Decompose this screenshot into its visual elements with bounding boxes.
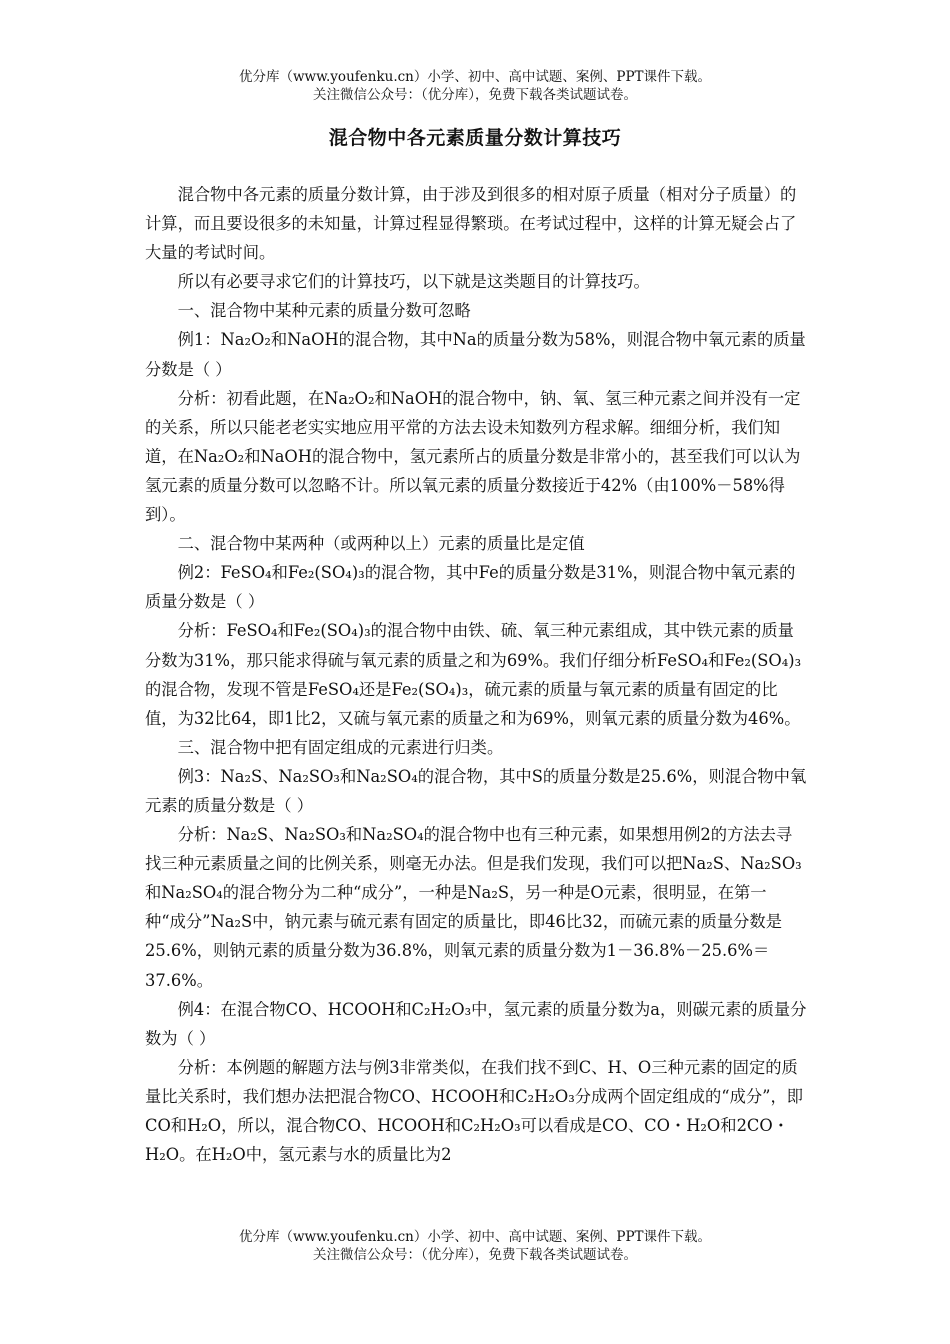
analysis-1: 分析：初看此题，在Na₂O₂和NaOH的混合物中，钠、氧、氢三种元素之间并没有一定的关系，所以只能老老实实地应用平常的方法去设未知数列方程求解。细细分析，我们知道，在Na₂O₂和NaOH的混合物中，氢元素所占的质量分数是非常小的，甚至我们可以认为氢元素的质量分数可以忽略不计。所以氧元素的质量分数接近于42%（由100%－58%得到）。 [145, 388, 801, 525]
document-title: 混合物中各元素质量分数计算技巧 [328, 127, 622, 149]
example-4: 例4：在混合物CO、HCOOH和C₂H₂O₃中，氢元素的质量分数为a，则碳元素的质量分数为（ ） [145, 999, 807, 1048]
analysis-4: 分析：本例题的解题方法与例3非常类似，在我们找不到C、H、O三种元素的固定的质量比关系时，我们想办法把混合物CO、HCOOH和C₂H₂O₃分成两个固定组成的“成分”，即CO和H₂O，所以，混合物CO、HCOOH和C₂H₂O₃可以看成是CO、CO・H₂O和2CO・H₂O。在H₂O中，氢元素与水的质量比为2 [145, 1057, 804, 1165]
footer-line-2: 关注微信公众号：（优分库），免费下载各类试题试卷。 [313, 1247, 637, 1263]
paragraph-intro-2: 所以有必要寻求它们的计算技巧，以下就是这类题目的计算技巧。 [177, 272, 650, 292]
header-line-2: 关注微信公众号：（优分库），免费下载各类试题试卷。 [313, 87, 637, 103]
footer-line-1: 优分库（www.youfenku.cn）小学、初中、高中试题、案例、PPT课件下载。 [238, 1229, 712, 1245]
example-3: 例3：Na₂S、Na₂SO₃和Na₂SO₄的混合物，其中S的质量分数是25.6%，则混合物中氧元素的质量分数是（ ） [145, 766, 807, 815]
section-heading-2: 二、混合物中某两种（或两种以上）元素的质量比是定值 [177, 534, 585, 554]
page-header [0, 68, 950, 104]
document-body [145, 180, 807, 1169]
paragraph-intro: 混合物中各元素的质量分数计算，由于涉及到很多的相对原子质量（相对分子质量）的计算，而且要设很多的未知量，计算过程显得繁琐。在考试过程中，这样的计算无疑会占了大量的考试时间。 [145, 185, 797, 263]
page-footer [0, 1228, 950, 1264]
analysis-2: 分析：FeSO₄和Fe₂(SO₄)₃的混合物中由铁、硫、氧三种元素组成，其中铁元素的质量分数为31%，那只能求得硫与氧元素的质量之和为69%。我们仔细分析FeSO₄和Fe₂(SO₄)₃的混合物，发现不管是FeSO₄还是Fe₂(SO₄)₃，硫元素的质量与氧元素的质量有固定的比值，为32比64，即1比2，又硫与氧元素的质量之和为69%，则氧元素的质量分数为46%。 [145, 621, 802, 728]
analysis-3: 分析：Na₂S、Na₂SO₃和Na₂SO₄的混合物中也有三种元素，如果想用例2的方法去寻找三种元素质量之间的比例关系，则毫无办法。但是我们发现，我们可以把Na₂S、Na₂SO₃和Na₂SO₄的混合物分为二种“成分”，一种是Na₂S，另一种是O元素，很明显，在第一种“成分”Na₂S中，钠元素与硫元素有固定的质量比，即46比32，而硫元素的质量分数是25.6%，则钠元素的质量分数为36.8%，则氧元素的质量分数为1－36.8%－25.6%＝37.6%。 [145, 825, 802, 990]
example-1: 例1：Na₂O₂和NaOH的混合物，其中Na的质量分数为58%，则混合物中氧元素的质量分数是（ ） [145, 330, 806, 379]
header-line-1: 优分库（www.youfenku.cn）小学、初中、高中试题、案例、PPT课件下载。 [238, 69, 712, 85]
example-2: 例2：FeSO₄和Fe₂(SO₄)₃的混合物，其中Fe的质量分数是31%，则混合物中氧元素的质量分数是（ ） [145, 563, 796, 612]
section-heading-1: 一、混合物中某种元素的质量分数可忽略 [177, 301, 471, 321]
section-heading-3: 三、混合物中把有固定组成的元素进行归类。 [177, 737, 504, 757]
